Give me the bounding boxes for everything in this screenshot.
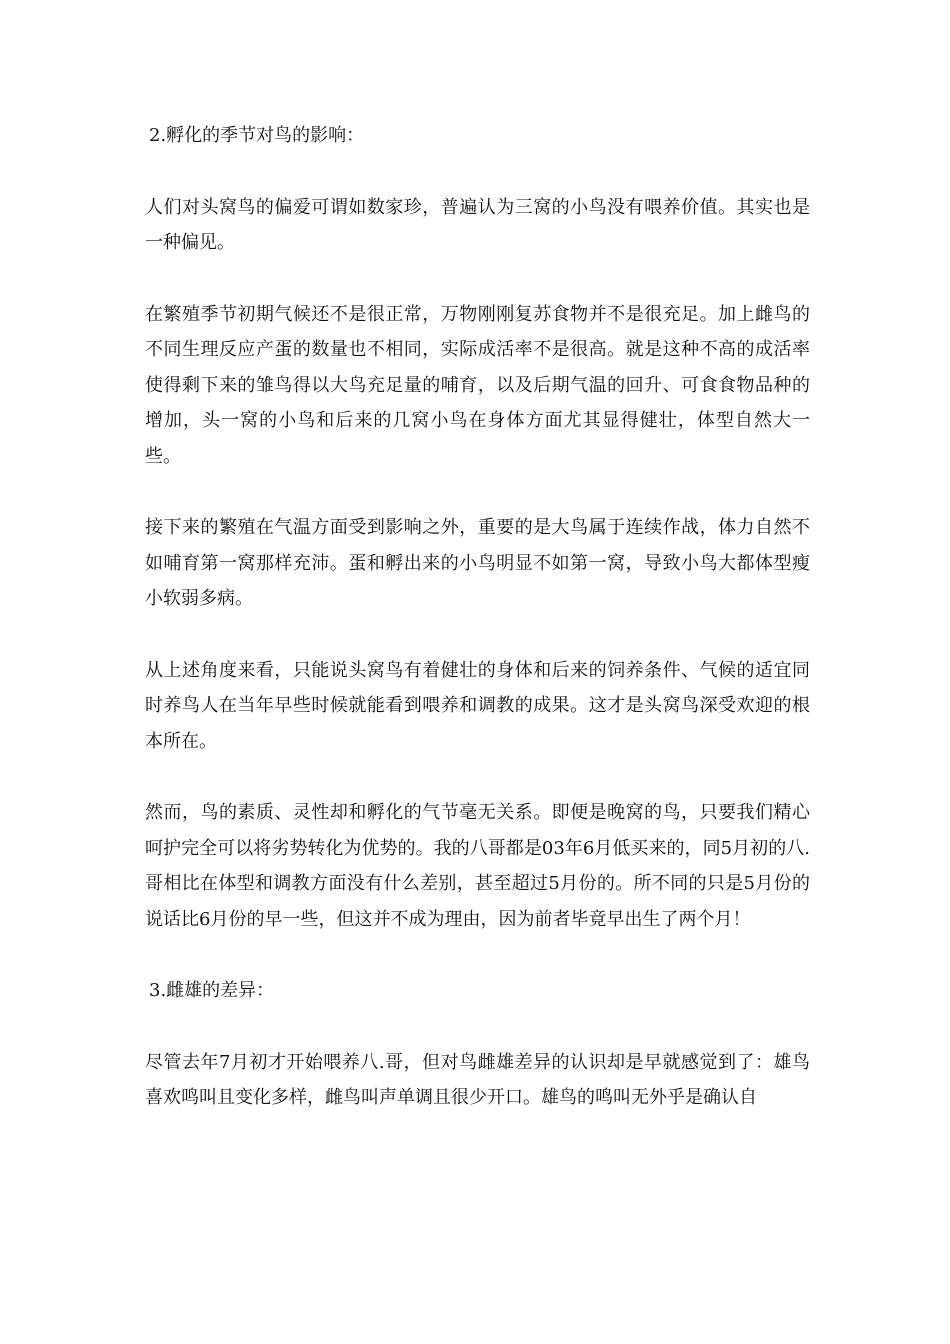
document-body <box>145 118 810 1152</box>
paragraph-later-broods: 接下来的繁殖在气温方面受到影响之外，重要的是大鸟属于连续作战，体力自然不如哺育第一窝那样充沛。蛋和孵出来的小鸟明显不如第一窝，导致小鸟大都体型瘦小软弱多病。 <box>145 517 810 609</box>
section-heading-sex-differences: 3.雌雄的差异： <box>149 980 275 1001</box>
paragraph-sex-differences: 尽管去年7月初才开始喂养八.哥，但对鸟雌雄差异的认识却是早就感觉到了：雄鸟喜欢鸣叫且变化多样，雌鸟叫声单调且很少开口。雄鸟的鸣叫无外乎是确认自 <box>145 1051 810 1108</box>
section-heading-hatching-season: 2.孵化的季节对鸟的影响： <box>149 125 365 146</box>
paragraph-first-brood-preference: 人们对头窝鸟的偏爱可谓如数家珍，普遍认为三窝的小鸟没有喂养价值。其实也是一种偏见。 <box>145 196 810 253</box>
paragraph-conclusion-first-brood: 从上述角度来看，只能说头窝鸟有着健壮的身体和后来的饲养条件、气候的适宜同时养鸟人在当年早些时候就能看到喂养和调教的成果。这才是头窝鸟深受欢迎的根本所在。 <box>145 659 810 752</box>
paragraph-late-brood-quality: 然而，鸟的素质、灵性却和孵化的气节毫无关系。即便是晚窝的鸟，只要我们精心呵护完全可以将劣势转化为优势的。我的八哥都是03年6月低买来的，同5月初的八.哥相比在体型和调教方面没有什么差别，甚至超过5月份的。所不同的只是5月份的说话比6月份的早一些，但这并不成为理由，因为前者毕竟早出生了两个月！ <box>145 802 810 930</box>
paragraph-early-season: 在繁殖季节初期气候还不是很正常，万物刚刚复苏食物并不是很充足。加上雌鸟的不同生理反应产蛋的数量也不相同，实际成活率不是很高。就是这种不高的成活率使得剩下来的雏鸟得以大鸟充足量的哺育，以及后期气温的回升、可食食物品种的增加，头一窝的小鸟和后来的几窝小鸟在身体方面尤其显得健壮，体型自然大一些。 <box>145 303 810 467</box>
